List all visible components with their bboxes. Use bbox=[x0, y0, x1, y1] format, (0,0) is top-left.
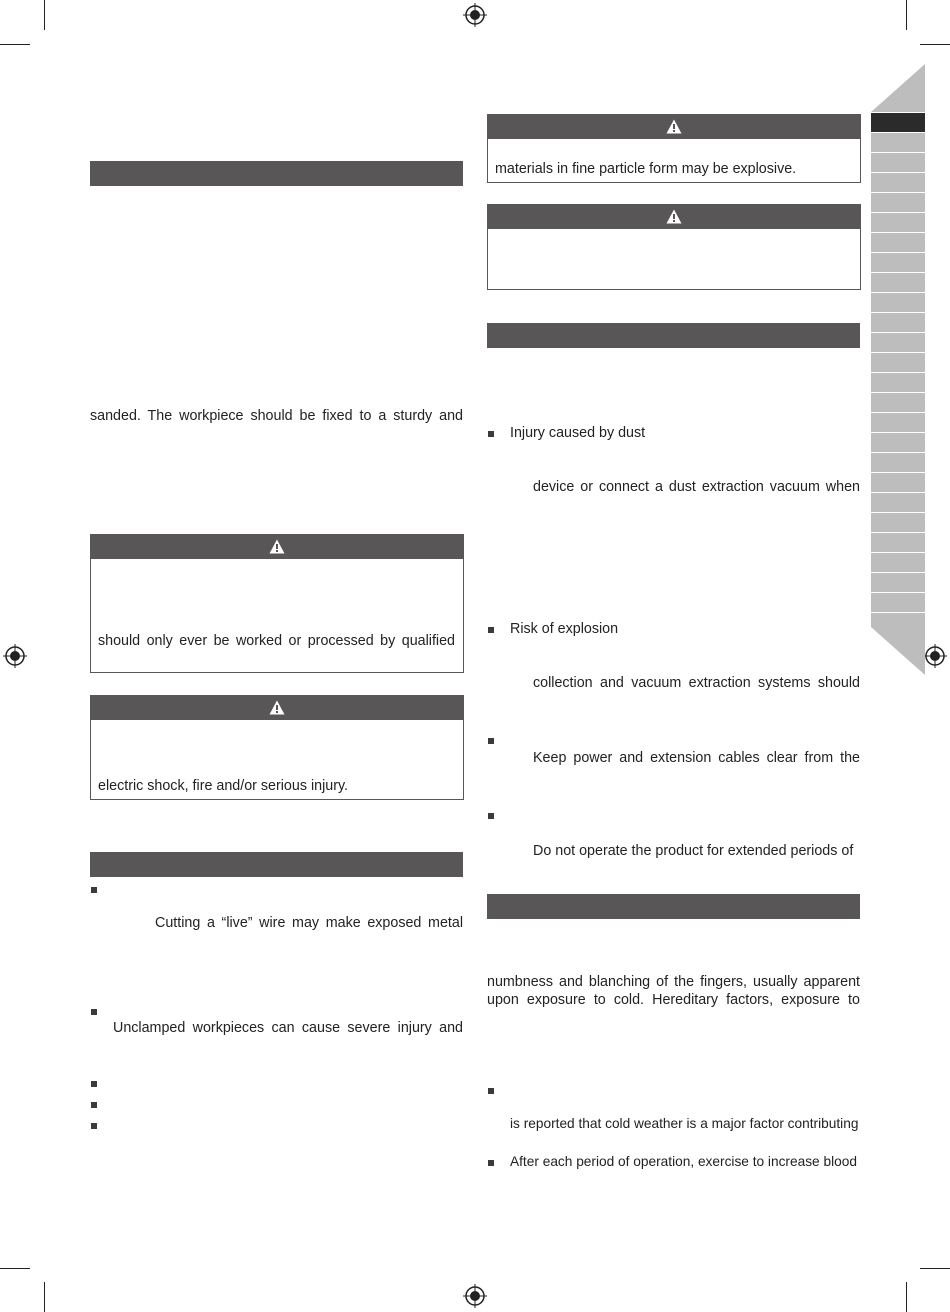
tab[interactable] bbox=[871, 613, 925, 627]
section-header-bar bbox=[487, 323, 860, 348]
warning-box bbox=[90, 534, 464, 673]
registration-mark-icon bbox=[463, 3, 487, 27]
bullet-title: Risk of explosion bbox=[510, 621, 619, 637]
tab[interactable] bbox=[871, 333, 925, 352]
crop-mark bbox=[0, 44, 30, 45]
tab[interactable] bbox=[871, 193, 925, 212]
tab[interactable] bbox=[871, 473, 925, 492]
bullet-square bbox=[488, 813, 494, 819]
tab[interactable] bbox=[871, 173, 925, 192]
warning-text-line: should only ever be worked or processed by qualified bbox=[98, 633, 455, 649]
bullet-text-line: device or connect a dust extraction vacuum when bbox=[533, 479, 860, 495]
bullet-square bbox=[91, 1123, 97, 1129]
tab[interactable] bbox=[871, 233, 925, 252]
tab[interactable] bbox=[871, 553, 925, 572]
warning-text-line: electric shock, fire and/or serious injury. bbox=[98, 778, 349, 794]
crop-mark bbox=[920, 44, 950, 45]
crop-mark bbox=[0, 1268, 30, 1269]
tab[interactable] bbox=[871, 493, 925, 512]
bullet-square bbox=[488, 738, 494, 744]
crop-mark bbox=[920, 1268, 950, 1269]
warning-header bbox=[91, 535, 463, 559]
tab[interactable] bbox=[871, 433, 925, 452]
bullet-text-line: is reported that cold weather is a major factor contributing bbox=[510, 1116, 859, 1131]
warning-triangle-icon bbox=[269, 539, 285, 554]
bullet-text-line: Cutting a “live” wire may make exposed metal bbox=[155, 915, 463, 931]
bullet-square bbox=[488, 1160, 494, 1166]
bullet-square bbox=[91, 1009, 97, 1015]
bullet-text-line: After each period of operation, exercise to increase blood bbox=[510, 1154, 857, 1169]
tab[interactable] bbox=[871, 373, 925, 392]
bullet-square bbox=[488, 431, 494, 437]
tab[interactable] bbox=[871, 153, 925, 172]
tab[interactable] bbox=[871, 573, 925, 592]
tab[interactable] bbox=[871, 513, 925, 532]
bullet-text-line: collection and vacuum extraction systems should bbox=[533, 675, 860, 691]
warning-box bbox=[90, 695, 464, 800]
bullet-square bbox=[488, 1088, 494, 1094]
tab[interactable] bbox=[871, 593, 925, 612]
warning-triangle-icon bbox=[666, 209, 682, 224]
bullet-text-line: Unclamped workpieces can cause severe injury and bbox=[113, 1020, 463, 1036]
crop-mark bbox=[906, 1282, 907, 1312]
crop-mark bbox=[906, 0, 907, 30]
bullet-square bbox=[91, 887, 97, 893]
vibration-text-line: upon exposure to cold. Hereditary factors, exposure to bbox=[487, 992, 860, 1008]
tab-active[interactable] bbox=[871, 113, 925, 132]
crop-mark bbox=[44, 1282, 45, 1312]
section-header-bar bbox=[90, 852, 463, 877]
vibration-text-line: numbness and blanching of the fingers, usually apparent bbox=[487, 974, 860, 990]
tab[interactable] bbox=[871, 393, 925, 412]
tab[interactable] bbox=[871, 313, 925, 332]
bullet-square bbox=[488, 627, 494, 633]
tab[interactable] bbox=[871, 453, 925, 472]
bullet-square bbox=[91, 1102, 97, 1108]
tab-strip-top-triangle bbox=[871, 64, 925, 112]
registration-mark-icon bbox=[3, 644, 27, 668]
bullet-square bbox=[91, 1081, 97, 1087]
tab[interactable] bbox=[871, 413, 925, 432]
warning-text-line: materials in fine particle form may be explosive. bbox=[495, 161, 797, 177]
bullet-text-line: Keep power and extension cables clear from the bbox=[533, 750, 860, 766]
tab[interactable] bbox=[871, 133, 925, 152]
warning-header bbox=[488, 205, 860, 229]
warning-box bbox=[487, 204, 861, 290]
tab[interactable] bbox=[871, 253, 925, 272]
tab[interactable] bbox=[871, 273, 925, 292]
bullet-text-line: Do not operate the product for extended periods of bbox=[533, 843, 854, 859]
warning-box bbox=[487, 114, 861, 183]
tab[interactable] bbox=[871, 353, 925, 372]
intro-text-line: sanded. The workpiece should be fixed to a sturdy and bbox=[90, 408, 463, 424]
warning-triangle-icon bbox=[269, 700, 285, 715]
section-header-bar bbox=[90, 161, 463, 186]
tab[interactable] bbox=[871, 293, 925, 312]
bullet-title: Injury caused by dust bbox=[510, 425, 646, 441]
warning-header bbox=[488, 115, 860, 139]
tab[interactable] bbox=[871, 213, 925, 232]
tab[interactable] bbox=[871, 533, 925, 552]
registration-mark-icon bbox=[463, 1284, 487, 1308]
tab-strip-bottom-triangle bbox=[871, 627, 925, 675]
warning-triangle-icon bbox=[666, 119, 682, 134]
warning-header bbox=[91, 696, 463, 720]
registration-mark-icon bbox=[923, 644, 947, 668]
section-header-bar bbox=[487, 894, 860, 919]
crop-mark bbox=[44, 0, 45, 30]
